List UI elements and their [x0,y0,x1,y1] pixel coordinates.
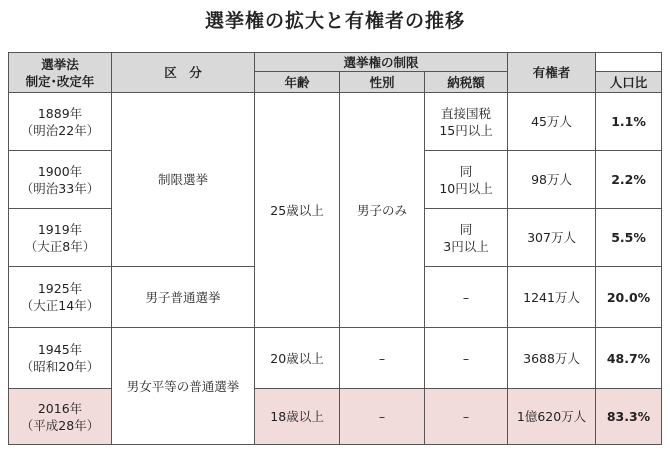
tax-cell: – [425,267,508,328]
header-voters: 有権者 [508,53,596,93]
tax-line2: 15円以上 [439,122,493,138]
tax-cell [425,93,508,151]
tax-cell [425,209,508,267]
table-row [9,328,662,389]
ratio-cell: 5.5% [596,209,662,267]
era-label: （昭和20年） [20,359,100,374]
gender-male-only: 男子のみ [340,93,425,328]
year-label: 1925年 [37,281,83,296]
page-title: 選挙権の拡大と有権者の推移 [204,10,465,32]
header-gender: 性別 [340,72,425,93]
age-25: 25歳以上 [255,93,340,328]
header-law-year [9,53,112,93]
voters-cell: 45万人 [508,93,596,151]
voters-cell: 3688万人 [508,328,596,389]
age-cell: 18歳以上 [255,389,340,445]
tax-line2: 10円以上 [439,180,493,196]
voters-cell: 98万人 [508,151,596,209]
year-label: 1900年 [37,163,83,179]
voters-cell: 307万人 [508,209,596,267]
year-cell [9,209,112,267]
year-label: 1889年 [37,105,83,121]
year-cell [9,328,112,389]
year-cell [9,151,112,209]
ratio-cell: 1.1% [596,93,662,151]
tax-cell [425,151,508,209]
header-ratio: 人口比 [596,72,662,93]
header-law-line2: 制定･改定年 [25,73,95,89]
header-category: 区 分 [112,53,255,93]
header-tax: 納税額 [425,72,508,93]
year-cell [9,93,112,151]
era-label: （明治22年） [20,122,100,138]
tax-line1: 同 [459,163,473,179]
ratio-cell: 20.0% [596,267,662,328]
age-cell: 20歳以上 [255,328,340,389]
tax-line2: 3円以上 [443,238,489,254]
year-label: 2016年 [37,400,83,416]
header-ratio-top [596,53,662,72]
year-label: 1919年 [37,221,83,237]
era-label: （明治33年） [20,180,100,196]
voters-cell: 1241万人 [508,267,596,328]
header-law-line1: 選挙法 [41,56,79,72]
year-cell [9,389,112,445]
era-label: （大正8年） [24,238,96,254]
ratio-cell: 83.3% [596,389,662,445]
gender-cell: – [340,328,425,389]
tax-line1: 直接国税 [441,105,492,121]
table-row [9,93,662,151]
category-equal-universal: 男女平等の普通選挙 [112,328,255,445]
suffrage-table [8,52,662,445]
header-restriction: 選挙権の制限 [255,53,508,72]
category-male-universal: 男子普通選挙 [112,267,255,328]
category-restricted: 制限選挙 [112,93,255,267]
gender-cell: – [340,389,425,445]
ratio-cell: 48.7% [596,328,662,389]
era-label: （大正14年） [20,298,100,313]
header-age: 年齢 [255,72,340,93]
voters-cell: 1億620万人 [508,389,596,445]
era-label: （平成28年） [20,417,100,433]
table-row [9,389,662,445]
year-cell [9,267,112,328]
tax-line1: 同 [459,221,473,237]
tax-cell: – [425,389,508,445]
year-label: 1945年 [37,342,83,357]
ratio-cell: 2.2% [596,151,662,209]
tax-cell: – [425,328,508,389]
